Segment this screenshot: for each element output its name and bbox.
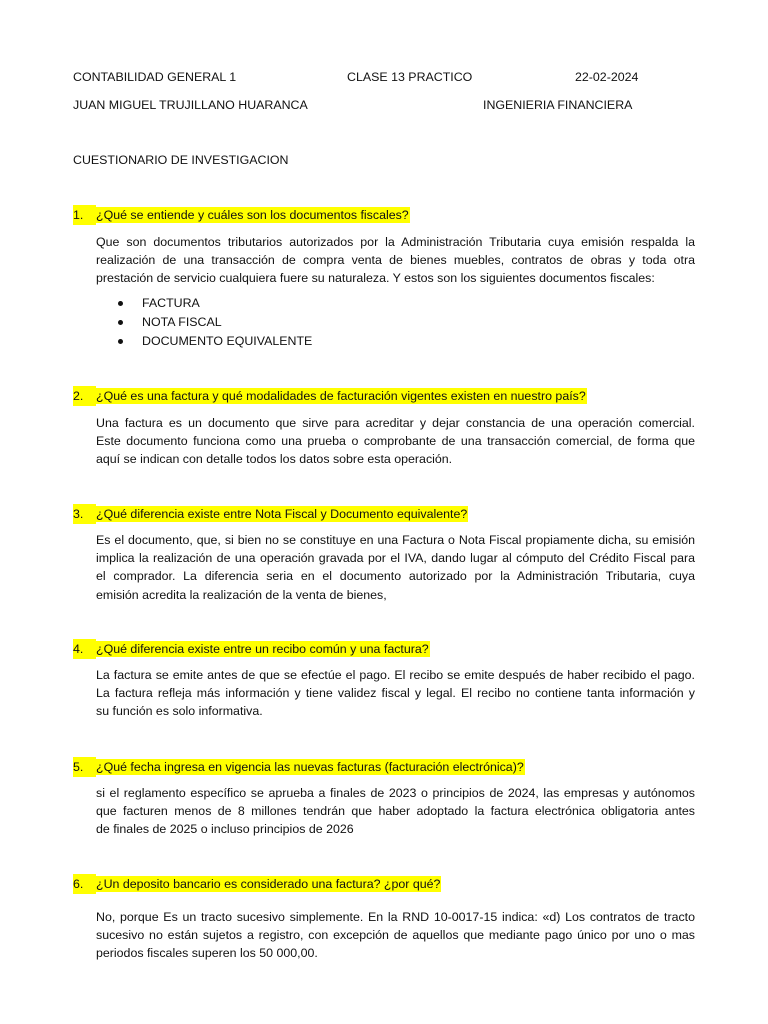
question-number: 2. — [73, 386, 96, 406]
answer-line: si el reglamento específico se aprueba a finales de 2023 o principios de 2024, las empresas y autónomos — [96, 786, 695, 800]
question-text: ¿Qué se entiende y cuáles son los documentos fiscales? — [96, 208, 409, 222]
answer-line: implica la realización de una operación gravada por el IVA, dando lugar al cómputo del Crédito Fiscal para — [96, 551, 695, 566]
student-name: JUAN MIGUEL TRUJILLANO HUARANCA — [73, 98, 308, 112]
question-2 — [73, 386, 587, 406]
list-item — [96, 313, 312, 332]
list-item-label: DOCUMENTO EQUIVALENTE — [142, 333, 313, 348]
question-number: 4. — [73, 639, 96, 659]
answer-6 — [96, 908, 695, 963]
class-label: CLASE 13 PRACTICO — [347, 70, 473, 84]
question-number: 1. — [73, 205, 96, 225]
bullet-icon — [118, 320, 123, 325]
answer-line: de finales de 2025 o incluso principios de 2026 — [96, 822, 354, 837]
question-number: 5. — [73, 757, 96, 777]
question-text: ¿Qué diferencia existe entre Nota Fiscal y Documento equivalente? — [96, 507, 468, 521]
career-name: INGENIERIA FINANCIERA — [483, 98, 633, 112]
answer-1 — [96, 233, 695, 288]
answer-line: Es el documento, que, si bien no se constituye en una Factura o Nota Fiscal propiamente dicha, su emisión — [96, 533, 695, 547]
answer-2 — [96, 414, 695, 469]
document-date: 22-02-2024 — [575, 70, 639, 84]
section-title: CUESTIONARIO DE INVESTIGACION — [73, 153, 289, 167]
question-text: ¿Qué fecha ingresa en vigencia las nuevas facturas (facturación electrónica)? — [96, 760, 524, 774]
question-text: ¿Un deposito bancario es considerado una factura? ¿por qué? — [96, 877, 441, 891]
answer-4 — [96, 666, 695, 721]
answer-line: Este documento funciona como una prueba o comprobante de una transacción comercial, de forma que — [96, 434, 695, 449]
question-text: ¿Qué es una factura y qué modalidades de facturación vigentes existen en nuestro país? — [96, 389, 586, 403]
answer-line: aquí se indican con detalle todos los datos sobre esta operación. — [96, 452, 453, 467]
answer-line: No, porque Es un tracto sucesivo simplemente. En la RND 10-0017-15 indica: «d) Los contratos de tracto — [96, 910, 695, 924]
course-name: CONTABILIDAD GENERAL 1 — [73, 70, 237, 84]
answer-line: La factura se emite antes de que se efectúe el pago. El recibo se emite después de haber recibido el pago. — [96, 668, 695, 682]
answer-line: su función es solo informativa. — [96, 704, 263, 719]
answer-line: La factura refleja más información y tiene validez fiscal y legal. El recibo no contiene tanta información y — [96, 686, 695, 701]
bullet-icon — [118, 339, 123, 344]
answer-line: realización de una transacción de compra venta de bienes muebles, contratos de obras y toda otra — [96, 253, 695, 268]
answer-line: el comprador. La diferencia seria en el documento autorizado por la Administración Tributaria, cuya — [96, 569, 695, 584]
bullet-icon — [118, 301, 123, 306]
question-number: 6. — [73, 874, 96, 894]
answer-line: que facturen menos de 8 millones tendrán que haber adoptado la factura electrónica obligatoria antes — [96, 804, 695, 819]
question-3 — [73, 504, 468, 524]
question-text: ¿Qué diferencia existe entre un recibo común y una factura? — [96, 642, 429, 656]
answer-3 — [96, 531, 695, 604]
fiscal-documents-list — [96, 294, 312, 350]
list-item-label: NOTA FISCAL — [142, 314, 222, 329]
list-item — [96, 332, 312, 351]
answer-line: Una factura es un documento que sirve para acreditar y dejar constancia de una operación comercial. — [96, 416, 695, 430]
list-item — [96, 294, 312, 313]
answer-line: Que son documentos tributarios autorizados por la Administración Tributaria cuya emisión respalda la — [96, 235, 695, 249]
question-number: 3. — [73, 504, 96, 524]
question-1 — [73, 205, 410, 225]
answer-5 — [96, 784, 695, 839]
list-item-label: FACTURA — [142, 296, 200, 310]
question-6 — [73, 874, 441, 894]
answer-line: sucesivo no están sujetos a registro, con excepción de aquellos que mediante pago único por uno o mas — [96, 928, 695, 943]
answer-line: emisión acredita la realización de la venta de bienes, — [96, 587, 387, 602]
question-4 — [73, 639, 430, 659]
question-5 — [73, 757, 525, 777]
answer-line: prestación de servicio cualquiera fuere su naturaleza. Y estos son los siguientes documentos fiscales: — [96, 271, 655, 286]
answer-line: periodos fiscales superen los 50 000,00. — [96, 946, 318, 961]
